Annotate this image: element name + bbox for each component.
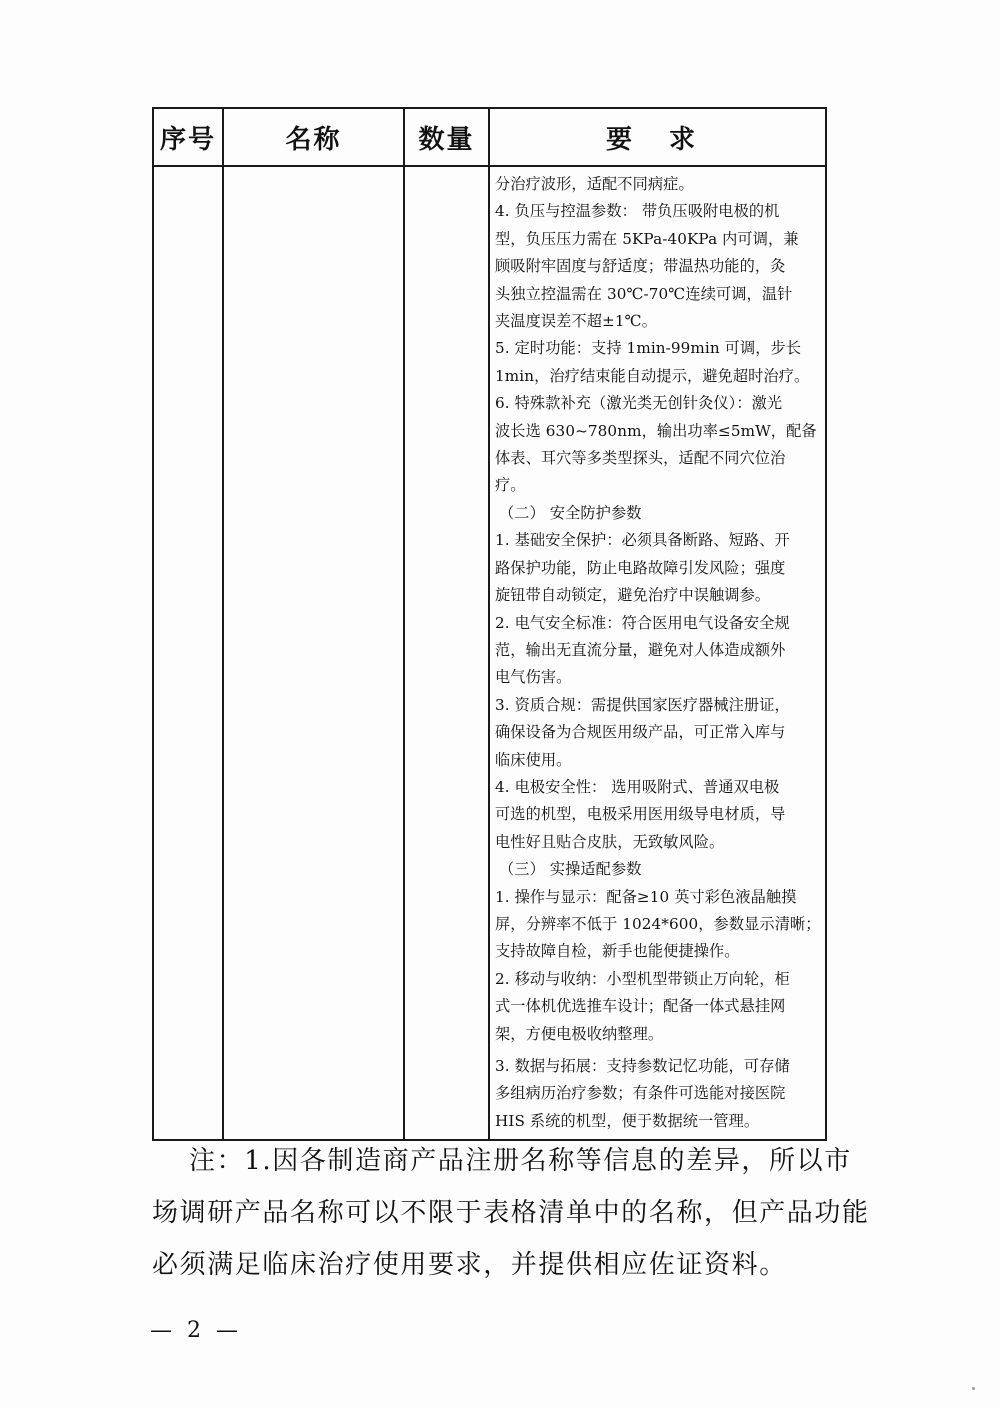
requirement-line: 1. 基础安全保护：必须具备断路、短路、开 (495, 531, 790, 550)
requirement-line: 2. 移动与收纳：小型机型带锁止万向轮，柜 (495, 969, 790, 988)
requirement-line: 6. 特殊款补充（激光类无创针灸仪）：激光 (495, 394, 783, 413)
header-index: 序号 (153, 108, 223, 166)
section-heading: （三） 实操适配参数 (499, 860, 642, 879)
requirement-text (495, 171, 822, 1135)
requirement-line: 1. 操作与显示：配备≥10 英寸彩色液晶触摸 (495, 887, 797, 906)
note-line-3: 必须满足临床治疗使用要求，并提供相应佐证资料。 (152, 1250, 787, 1280)
scan-speck (972, 1387, 975, 1390)
requirement-line: 电气伤害。 (495, 668, 572, 687)
requirement-line: 波长选 630~780nm，输出功率≤5mW，配备 (495, 421, 817, 440)
page-number: — 2 — (150, 1318, 242, 1343)
requirement-line: 屏，分辨率不低于 1024*600，参数显示清晰； (495, 914, 821, 933)
requirement-line: 分治疗波形，适配不同病症。 (495, 175, 694, 193)
requirement-line: 旋钮带自动锁定，避免治疗中误触调参。 (495, 586, 771, 605)
requirement-line: 型，负压压力需在 5KPa-40KPa 内可调，兼 (495, 229, 799, 248)
requirement-line: 2. 电气安全标准：符合医用电气设备安全规 (495, 613, 790, 632)
requirements-table (152, 107, 827, 1141)
table-row (153, 166, 826, 1140)
requirement-line: 范，输出无直流分量，避免对人体造成额外 (495, 640, 786, 659)
requirement-line: 3. 数据与拓展：支持参数记忆功能，可存储 (495, 1057, 790, 1075)
requirement-line: 临床使用。 (495, 750, 572, 769)
quantity-cell (404, 166, 489, 1140)
note-line-2: 场调研产品名称可以不限于表格清单中的名称，但产品功能 (152, 1198, 870, 1228)
requirement-line: HIS 系统的机型，便于数据统一管理。 (495, 1111, 760, 1130)
requirement-line: 顾吸附牢固度与舒适度；带温热功能的，灸 (495, 257, 786, 276)
requirement-line: 疗。 (495, 476, 526, 495)
requirement-line: 可选的机型，电极采用医用级导电材质，导 (495, 805, 786, 824)
name-cell (223, 166, 404, 1140)
header-name: 名称 (223, 108, 404, 166)
requirement-cell (489, 166, 826, 1140)
requirement-line: 支持故障自检，新手也能便捷操作。 (495, 942, 740, 961)
section-heading: （二） 安全防护参数 (499, 503, 642, 522)
requirement-line: 1min，治疗结束能自动提示，避免超时治疗。 (495, 366, 810, 385)
requirement-line: 电性好且贴合皮肤，无致敏风险。 (495, 832, 725, 851)
requirement-line: 确保设备为合规医用级产品，可正常入库与 (495, 723, 786, 742)
requirement-line: 头独立控温需在 30℃-70℃连续可调，温针 (495, 284, 793, 303)
requirement-line: 4. 电极安全性： 选用吸附式、普通双电极 (495, 777, 780, 796)
requirement-line: 夹温度误差不超±1℃。 (495, 312, 657, 331)
header-quantity: 数量 (404, 108, 489, 166)
header-requirement: 要 求 (489, 108, 826, 166)
note-line-1: 注：1.因各制造商产品注册名称等信息的差异，所以市 (189, 1146, 852, 1176)
requirement-line: 式一体机优选推车设计；配备一体式悬挂网 (495, 997, 786, 1016)
requirement-line: 5. 定时功能：支持 1min-99min 可调，步长 (495, 339, 802, 358)
requirement-line: 体表、耳穴等多类型探头，适配不同穴位治 (495, 449, 786, 468)
index-cell (153, 166, 223, 1140)
requirement-line: 4. 负压与控温参数： 带负压吸附电极的机 (495, 202, 780, 221)
requirement-line: 路保护功能，防止电路故障引发风险；强度 (495, 558, 786, 577)
requirement-line: 架，方便电极收纳整理。 (495, 1024, 664, 1043)
requirement-line: 多组病历治疗参数；有条件可选能对接医院 (495, 1084, 786, 1103)
table-header-row (153, 108, 826, 166)
requirement-line: 3. 资质合规：需提供国家医疗器械注册证， (495, 695, 790, 714)
